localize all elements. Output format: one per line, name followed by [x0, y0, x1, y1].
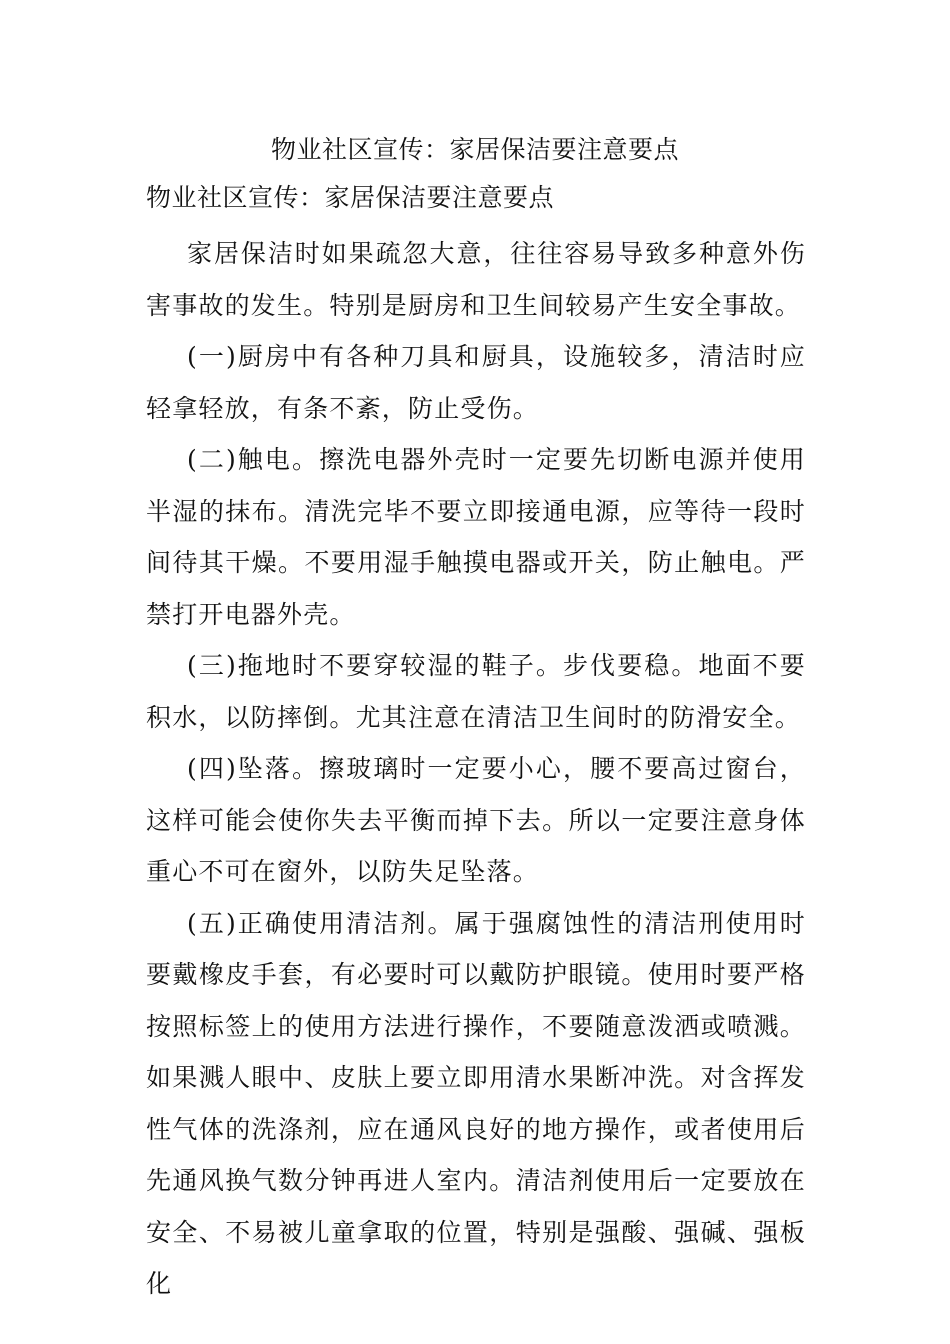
- document-body: [146, 228, 806, 1310]
- paragraph-mopping: (三)拖地时不要穿较湿的鞋子。步伐要稳。地面不要积水，以防摔倒。尤其注意在清洁卫生间时的防滑安全。: [146, 651, 806, 732]
- paragraph-electric-shock: (二)触电。擦洗电器外壳时一定要先切断电源并使用半湿的抹布。清洗完毕不要立即接通电源，应等待一段时间待其干燥。不要用湿手触摸电器或开关，防止触电。严禁打开电器外壳。: [146, 445, 806, 629]
- document-title: 物业社区宣传：家居保洁要注意要点: [270, 135, 679, 164]
- paragraph-intro: 家居保洁时如果疏忽大意，往往容易导致多种意外伤害事故的发生。特别是厨房和卫生间较易产生安全事故。: [146, 239, 806, 320]
- document-subtitle: 物业社区宣传：家居保洁要注意要点: [146, 183, 555, 212]
- paragraph-falling: (四)坠落。擦玻璃时一定要小心，腰不要高过窗台，这样可能会使你失去平衡而掉下去。所以一定要注意身体重心不可在窗外，以防失足坠落。: [146, 754, 806, 886]
- paragraph-cleaning-agents: (五)正确使用清洁剂。属于强腐蚀性的清洁刑使用时要戴橡皮手套，有必要时可以戴防护眼镜。使用时要严格按照标签上的使用方法进行操作，不要随意泼洒或喷溅。如果溅人眼中、皮肤上要立即用清水果断冲洗。对含挥发性气体的洗涤剂，应在通风良好的地方操作，或者使用后先通风换气数分钟再进人室内。清洁剂使用后一定要放在安全、不易被儿童拿取的位置，特别是强酸、强碱、强板化: [146, 908, 806, 1298]
- paragraph-kitchen: (一)厨房中有各种刀具和厨具，设施较多，清洁时应轻拿轻放，有条不紊，防止受伤。: [146, 342, 806, 423]
